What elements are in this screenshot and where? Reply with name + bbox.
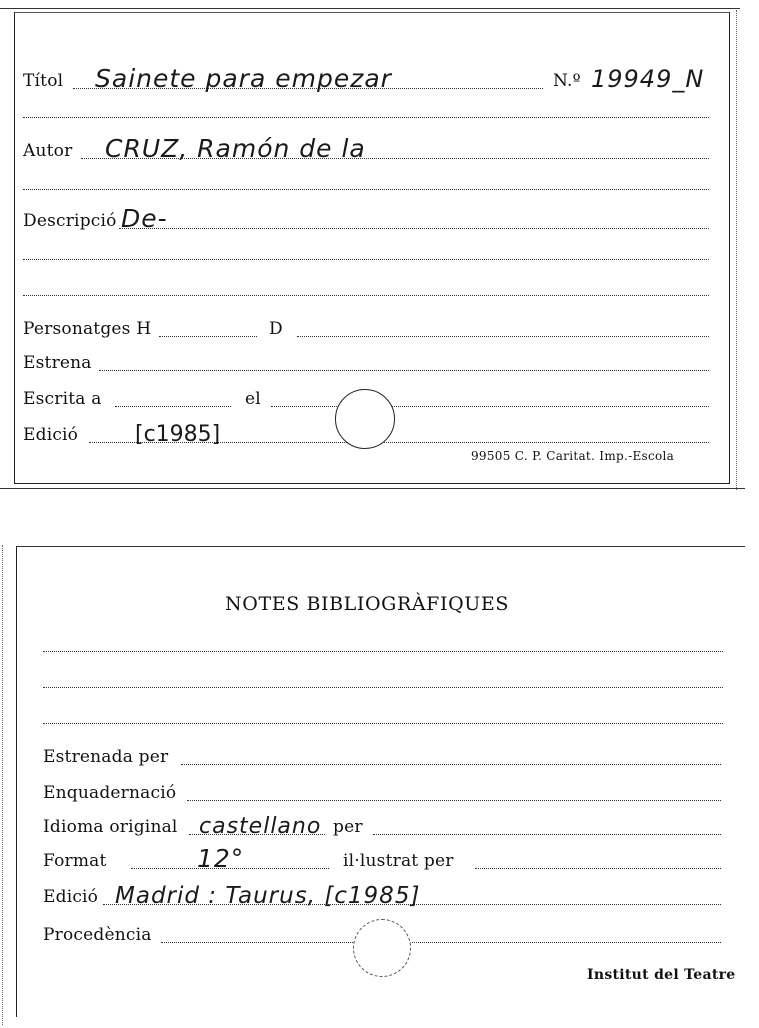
titol-line-2 — [23, 117, 709, 118]
estrena-dots — [99, 370, 709, 371]
format-row — [43, 845, 733, 875]
enquadernacio-label: Enquadernació — [43, 783, 177, 803]
edicio-label: Edició — [23, 425, 79, 445]
top-edge-line — [0, 8, 740, 9]
descripcio-dots — [119, 228, 709, 229]
estrenada-label: Estrenada per — [43, 747, 169, 767]
format-label: Format — [43, 851, 107, 871]
estrenada-dots — [181, 764, 721, 765]
descripcio-line-3 — [23, 295, 709, 296]
edicio-back-label: Edició — [43, 887, 99, 907]
notes-line-3 — [43, 723, 723, 724]
idioma-per-dots — [373, 834, 721, 835]
personatges-h-dots — [159, 336, 257, 337]
catalog-card-back — [16, 546, 745, 1017]
descripcio-row — [23, 205, 713, 235]
illustrat-dots — [475, 868, 721, 869]
titol-value: Sainete para empezar — [95, 64, 392, 93]
procedencia-label: Procedència — [43, 925, 152, 945]
autor-value: CRUZ, Ramón de la — [105, 134, 366, 163]
enquadernacio-row — [43, 777, 733, 807]
enquadernacio-dots — [187, 800, 721, 801]
autor-row — [23, 135, 713, 165]
catalog-card-front — [14, 12, 730, 484]
el-label: el — [245, 389, 261, 409]
estrena-label: Estrena — [23, 353, 92, 373]
idioma-label: Idioma original — [43, 817, 178, 837]
personatges-label: Personatges H — [23, 319, 152, 339]
notes-line-2 — [43, 687, 723, 688]
punch-hole-circle-back — [353, 919, 411, 977]
institution-label: Institut del Teatre — [587, 967, 736, 983]
printer-line: 99505 C. P. Caritat. Imp.-Escola — [471, 449, 675, 463]
edicio-back-row — [43, 881, 733, 911]
punch-hole-circle — [335, 389, 395, 449]
illustrat-label: il·lustrat per — [343, 851, 454, 871]
edicio-value: [c1985] — [135, 422, 221, 447]
titol-label: Títol — [23, 71, 64, 91]
personatges-row — [23, 313, 713, 343]
estrena-row — [23, 347, 713, 377]
procedencia-dots — [161, 942, 721, 943]
estrenada-row — [43, 741, 733, 771]
right-scan-edge — [736, 10, 747, 490]
idioma-value: castellano — [199, 814, 322, 839]
card-separator-line — [0, 488, 745, 489]
numero-value: 19949_N — [591, 65, 705, 93]
descripcio-line-2 — [23, 259, 709, 260]
format-value: 12° — [197, 844, 245, 873]
numero-label: N.º — [553, 71, 581, 91]
idioma-per-label: per — [333, 817, 363, 837]
notes-line-1 — [43, 651, 723, 652]
autor-label: Autor — [23, 141, 73, 161]
descripcio-label: Descripció — [23, 211, 117, 231]
personatges-d-label: D — [269, 319, 283, 339]
edicio-back-value: Madrid : Taurus, [c1985] — [115, 883, 421, 909]
personatges-d-dots — [297, 336, 709, 337]
notes-heading: NOTES BIBLIOGRÀFIQUES — [225, 593, 509, 615]
idioma-row — [43, 811, 733, 841]
escrita-label: Escrita a — [23, 389, 102, 409]
escrita-dots — [115, 406, 231, 407]
descripcio-value: De- — [121, 204, 168, 233]
titol-row — [23, 65, 713, 95]
autor-line-2 — [23, 189, 709, 190]
left-scan-edge — [2, 545, 13, 1025]
